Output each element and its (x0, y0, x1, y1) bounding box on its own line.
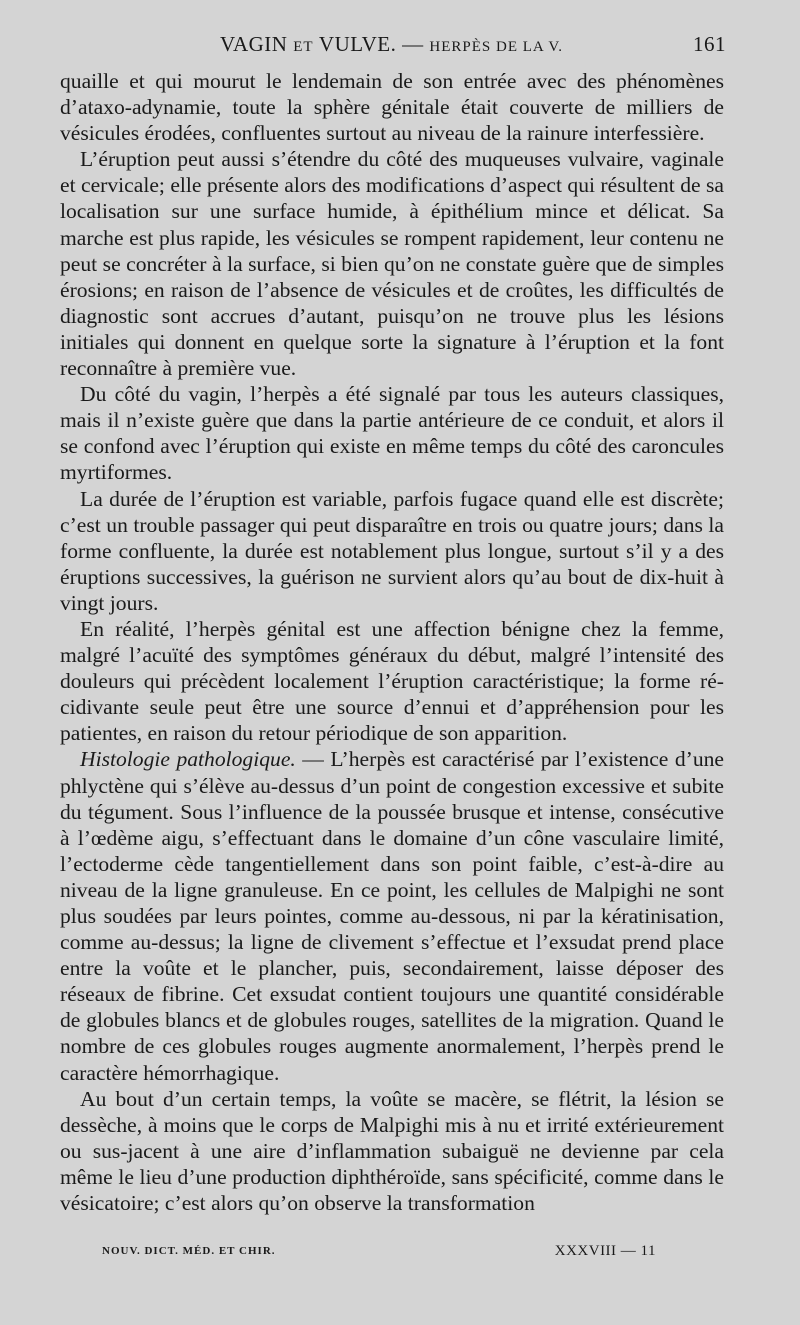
page-footer (102, 1243, 656, 1263)
running-title-part: VULVE. — (313, 32, 430, 56)
paragraph (60, 746, 724, 1085)
footer-publication: NOUV. DICT. MÉD. ET CHIR. (102, 1245, 276, 1257)
running-title-small: ET (293, 39, 314, 55)
page-number: 161 (693, 32, 726, 56)
running-title (220, 32, 563, 57)
paragraph (60, 68, 724, 146)
running-title-part: VAGIN (220, 32, 294, 56)
paragraph (60, 616, 724, 746)
footer-volume: XXXVIII — 11 (554, 1243, 656, 1259)
paragraph-text: Au bout d’un certain temps, la voûte se macère, se flétrit, la lésion se dessèche, à moins que le corps de Malpighi mis à nu et irrité extérieurement ou sus-jacent à une aire d’inflammation subaiguë ne devienne par cela même le lieu d’une production diphthéroïde, sans spécificité, comme dans le vésicatoire; c’est alors qu’on observe la transformation (60, 1086, 724, 1216)
running-title-small: HERPÈS DE LA V. (429, 39, 564, 55)
paragraph-text: quaille et qui mourut le lendemain de son entrée avec des phénomènes d’ataxo-adynamie, toute la sphère génitale était couverte de milliers de vésicules érodées, confluentes surtout au niveau de la rainure interfessière. (60, 69, 724, 146)
paragraph-text: En réalité, l’herpès génital est une affection bénigne chez la femme, malgré l’acuïté des symptômes généraux du début, malgré l’intensité des douleurs qui précèdent localement l’éruption caractéristique; la forme récidivante seule peut être une source d’ennui et d’appréhension pour les patientes, en raison du retour périodique de son apparition. (60, 616, 724, 746)
paragraph-text: L’éruption peut aussi s’étendre du côté des muqueuses vulvaire, vaginale et cervicale; elle présente alors des modifications d’aspect qui résultent de sa localisation sur une surface humide, à épithélium mince et délicat. Sa marche est plus rapide, les vésicules se rompent rapidement, leur contenu ne peut se concréter à la surface, si bien qu’on ne constate guère que de simples érosions; en raison de l’absence de vésicules et de croûtes, les difficultés de diagnostic sont accrues d’autant, puisqu’on ne trouve plus les lésions initiales qui donnent en quelque sorte la signature à l’éruption et la font reconnaître à première vue. (60, 147, 724, 381)
paragraph (60, 146, 724, 381)
body-text (60, 68, 724, 1216)
paragraph-text: La durée de l’éruption est variable, parfois fugace quand elle est discrète; c’est un trouble passager qui peut disparaître en trois ou quatre jours; dans la forme confluente, la durée est notablement plus longue, surtout s’il y a des éruptions successives, la guérison ne survient alors qu’au bout de dix-huit à vingt jours. (60, 486, 724, 615)
section-heading: Histologie pathologique. (80, 747, 296, 772)
paragraph (60, 1086, 724, 1216)
paragraph-text: — L’herpès est caractérisé par l’existence d’une phlyctène qui s’élève au-dessus d’un point de congestion excessive et subite du tégument. Sous l’influence de la poussée brusque et intense, consécutive à l’œdème aigu, s’effectuant dans le domaine d’un cône vasculaire limité, l’ectoderme cède tangentiellement dans son point faible, c’est-à-dire au niveau de la ligne granuleuse. En ce point, les cellules de Malpighi ne sont plus soudées par leurs pointes, comme au-dessous, ni par la kératinisation, comme au-dessus; la ligne de clivement s’effectue et l’exsudat prend place entre la voûte et le plancher, puis, secondairement, laisse déposer des réseaux de fibrine. Cet exsudat contient toujours une quantité considérable de globules blancs et de globules rouges, satellites de la migration. Quand le nombre de ces globules rouges augmente anormalement, l’herpès prend le caractère hémorrhagique. (60, 747, 724, 1085)
paragraph-text: Du côté du vagin, l’herpès a été signalé par tous les auteurs classiques, mais il n’existe guère que dans la partie antérieure de ce conduit, et alors il se confond avec l’éruption qui existe en même temps du côté des caroncules myrtiformes. (60, 382, 724, 485)
running-header (60, 30, 726, 60)
paragraph (60, 486, 724, 616)
paragraph (60, 381, 724, 485)
